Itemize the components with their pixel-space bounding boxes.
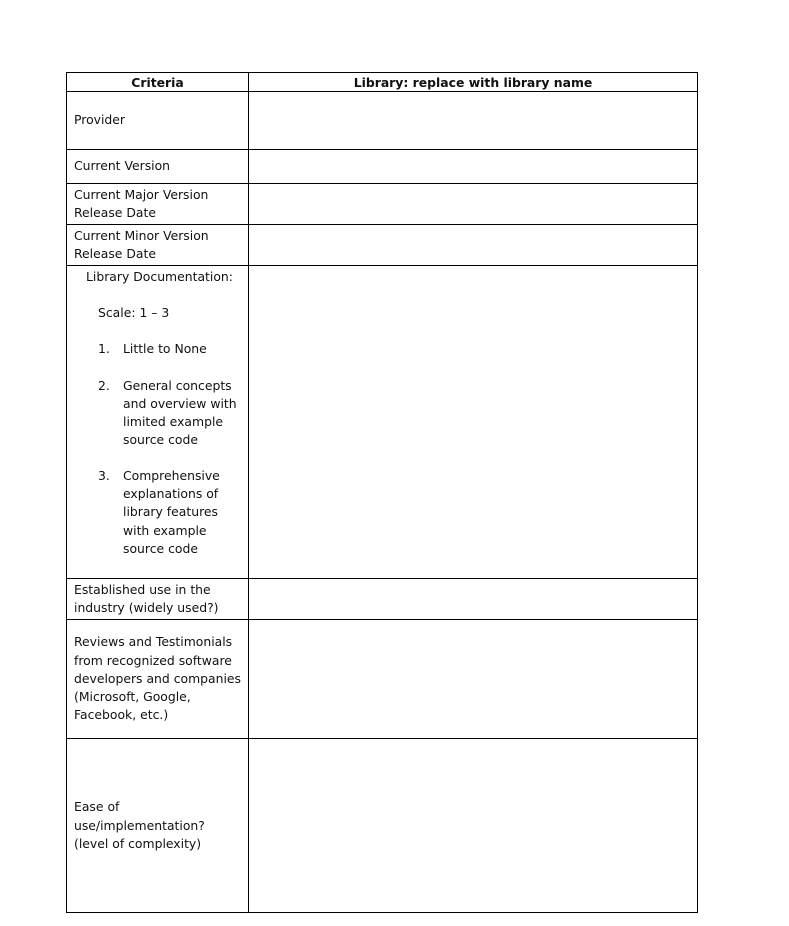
text-line: industry (widely used?): [74, 600, 219, 615]
item-number: 3.: [98, 468, 110, 483]
row-divider: [67, 619, 697, 620]
documentation-title: Library Documentation:: [86, 269, 233, 284]
text-line: Comprehensive: [123, 468, 220, 483]
text-line: Current Major Version: [74, 187, 209, 202]
text-line: Ease of: [74, 799, 120, 814]
item-number: 1.: [98, 341, 110, 356]
text-line: Release Date: [74, 246, 156, 261]
text-line: General concepts: [123, 378, 232, 393]
text-line: limited example: [123, 414, 224, 429]
item-number: 2.: [98, 378, 110, 393]
header-criteria: Criteria: [131, 75, 184, 90]
criteria-provider: Provider: [74, 112, 126, 127]
text-line: use/implementation?: [74, 818, 205, 833]
text-line: Release Date: [74, 205, 156, 220]
text-line: Facebook, etc.): [74, 707, 169, 722]
documentation-scale: Scale: 1 – 3: [98, 305, 170, 320]
text-line: developers and companies: [74, 671, 241, 686]
text-line: with example: [123, 523, 207, 538]
text-line: and overview with: [123, 396, 237, 411]
column-divider: [248, 73, 249, 912]
row-divider: [67, 738, 697, 739]
text-line: source code: [123, 432, 198, 447]
text-line: Reviews and Testimonials: [74, 634, 233, 649]
text-line: source code: [123, 541, 198, 556]
text-line: from recognized software: [74, 653, 232, 668]
criteria-table: [66, 72, 698, 913]
text-line: (level of complexity): [74, 836, 202, 851]
row-divider: [67, 183, 697, 184]
row-divider: [67, 265, 697, 266]
header-library: Library: replace with library name: [353, 75, 593, 90]
text-line: explanations of: [123, 486, 219, 501]
text-line: Current Minor Version: [74, 228, 209, 243]
text-line: library features: [123, 504, 218, 519]
text-line: Established use in the: [74, 582, 211, 597]
text-line: (Microsoft, Google,: [74, 689, 191, 704]
row-divider: [67, 224, 697, 225]
text-line: Little to None: [123, 341, 207, 356]
row-divider: [67, 149, 697, 150]
criteria-current-version: Current Version: [74, 158, 171, 173]
row-divider: [67, 578, 697, 579]
